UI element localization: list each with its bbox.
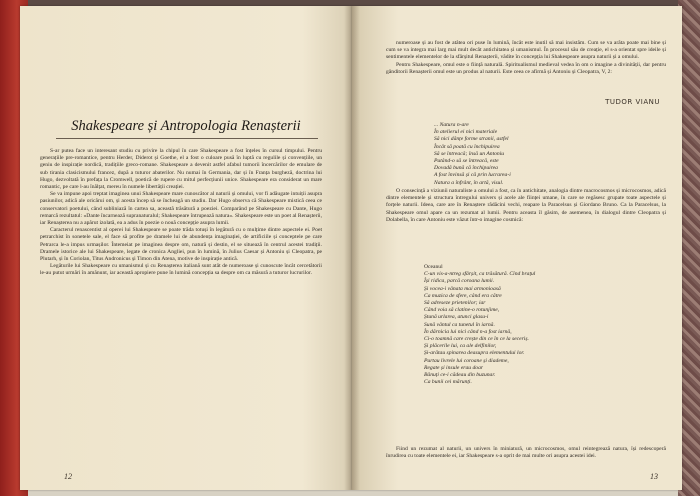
page-number-right: 13: [650, 472, 658, 481]
verse-line: Și vocea-i vânata mai armonioasă: [424, 285, 501, 292]
poem-title: Oceanul: [424, 264, 443, 270]
right-page-body-bottom: [386, 446, 666, 468]
paragraph: Legăturile lui Shakespeare cu umanismul și cu Renașterea italiană sunt atât de numeroase și cunoscute încât cercetătorii le-au putut urmări în amănunt, iar această apropiere pune în lumină concepția sa despre om ca măsură a tuturor lucrurilor.: [40, 263, 322, 277]
right-page-body-mid: [386, 188, 666, 260]
verse-line: Sună vântul ca tunetul în iarnă.: [424, 321, 495, 328]
verse-line: Ca bunii cei mărunți.: [424, 379, 472, 386]
paragraph: O consecință a viziunii naturaliste a omului a fost, ca în antichitate, analogia dintre macrocosmos și microcosmos, adică dintre elementele și structura întregului univers și acele ale ființei umane, în care se regăsesc grupate toate aspectele și forțele naturii. Ideea, care are în Renaștere rădăcini vechi, reapare la Paracelsus și Giordano Bruno. Ca la Paracelsus, la Shakespeare omul apare ca un rezumat al lumii. Pentru aceasta îl găsim, de asemenea, în dialogul dintre Cleopatra și Dolabella, în care Antoniu este văzut într-o imagine cosmică:: [386, 188, 666, 223]
verse-line: Să adreseze prietenilor; iar: [424, 300, 486, 307]
verse-line: Ci-o toamnă care crește din ce în ce la seceriș.: [424, 336, 529, 343]
verse-line: ... Natura n-are: [434, 122, 469, 128]
verse-line: Și plăcerile lui, ca ale delfinilor,: [424, 343, 497, 350]
verse-line: În dărnicia lui nici când n-a fost iarnă,: [424, 328, 512, 335]
verse-line: Ștună urlarea, atunci glasu-i: [424, 314, 489, 321]
paragraph: Pentru Shakespeare, omul este o ființă naturală. Spiritualismul medieval vedea în om o imagine a divinității, dar pentru gânditorii Renașterii omul este un produs al naturii. Este ceea ce afirmă și Antoniu și Cleopatra, V, 2:: [386, 61, 666, 75]
page-number-left: 12: [64, 472, 72, 481]
paragraph: Fiind un rezumat al naturii, un univers în miniatură, un microcosmos, omul reintegrează natura, își redescoperă înrudirea cu toate elementele ei, iar Shakespeare s-a oprit de mai multe ori asupra acestei idei.: [386, 446, 666, 460]
verse-line: A fost învinsă și că prin lucrarea-i: [434, 172, 511, 179]
verse-line: În atelierul ei nici materiale: [434, 129, 498, 136]
left-page-body: [40, 148, 322, 448]
paragraph: numeroase și au fost de atâtea ori puse în lumină, încât este inutil să mai insistăm. Cum se va arăta poate mai bine și cum se va integra mai larg mai mult decât antichitatea și umanismul. În procesul său de creație, el s-a orientat spre ideile și sentimentele elementelor de la sfârșitul Renașterii, vădite în concepția lui Shakespeare asupra naturii și a omului.: [386, 40, 666, 61]
verse-line: Încât să poată cu închipuirea: [434, 143, 500, 150]
verse-line: Putând-o să se întreacă, este: [434, 158, 499, 165]
verse-line: Să nici dănțe forme stranii, astfel: [434, 136, 509, 143]
verse-line: Bănuți ce-i cădeau din buzunar.: [424, 372, 496, 379]
verse-line: Dovadă bună că închipuirea: [434, 165, 498, 172]
book-gutter: [344, 6, 360, 490]
right-page-body-top: [386, 40, 666, 118]
article-title: Shakespeare și Antropologia Renașterii: [71, 118, 301, 134]
verse-line: Și-arătau spinarea deasupra elementului lor.: [424, 350, 525, 357]
title-rule: [56, 138, 318, 139]
verse-line: Ca muzica de sfere, când era către: [424, 292, 502, 299]
paragraph: S-ar putea face un interesant studiu cu privire la chipul în care Shakespeare a fost înțeles în cursul timpului. Pentru generațiile pre-romantice, pentru Herder, Diderot și Goethe, el a fost o culoare pusă în luptă cu regulile și convențiile, un geniu de inspirație nordică, tradițiile greco-romane. Shakespeare a devenit astfel afabul tumorii încercărilor de emulare de sub tirania clasicismului francez, după a tuturor abaterilor. Nu numai în Germania, dar și în Franța burgheză, doctrina lui Hugo, dezvoltată în prefața la Cromwell, poetică de rupere cu mitul perfecțiunii unice. Shakespeare era considerat un mare romantic, pe care l-au înălțat, mereu în numele libertății creației.: [40, 148, 322, 191]
verse-line: Regate și insule erau doar: [424, 364, 484, 371]
verse-line: Purtau livrele lui coroane și diademe,: [424, 357, 509, 364]
poem-quote-2: [424, 264, 614, 386]
verse-line: Natura a înfrânt, în artă, visul.: [434, 179, 504, 186]
verse-line: Când voia să clatine-o rotunjime,: [424, 307, 500, 314]
paragraph: Caracterul renascentist al operei lui Shakespeare se poate trăda totuși în legătură cu o mulțime dintre aspectele ei. Poet petrarchist în sonetele sale, el face să profite pe dramele lui de abundența imaginației, de artificiile și conceptele pe care Petrarca le-a impus urmașilor. Întemeiat pe imaginea despre om, natură și destin, el se situează în centrul acestei tradiții. Dramele istorice ale lui Shakespeare, legate de cronica Angliei, pun în lumină, în Julius Caesar și Antoniu și Cleopatra, pe Plutarh, și în Coriolan, Titus Andronicus și Timon din Atena, motive de inspirație antică.: [40, 227, 322, 263]
verse-line: Să se întreacă; însă un Antoniu: [434, 150, 505, 157]
poem-quote-1: [434, 122, 604, 187]
verse-line: Își ridica, parcă coroana lumii.: [424, 278, 495, 285]
paragraph: Se va impune apoi treptat imaginea unui Shakespeare mare cunoscător al naturii și omului, vor fi adăugate intuiții asupra pasiunilor, adică ale oricărui om, și acesta încep să se încheagă un studiu. Dar Hugo observa că Shakespeare mistică ceea ce conservatori poetului, când subliniază în cartea sa, această trăsătură a poeziei. Comparând pe Shakespeare cu Dante, Hugo remarcă rezultatul: «Dante încarnează supranaturalul; Shakespeare întrupează natura». Shakespeare este un poet al Renașterii, iar Renașterea nu a apărut izolată, ea a adus în poezie o nouă concepție asupra lumii.: [40, 191, 322, 227]
verse-line: C-un vis-a-ntreg sfârșit, ca trăsătură. Cînd brațul: [424, 271, 536, 278]
author-name: TUDOR VIANU: [605, 98, 660, 106]
